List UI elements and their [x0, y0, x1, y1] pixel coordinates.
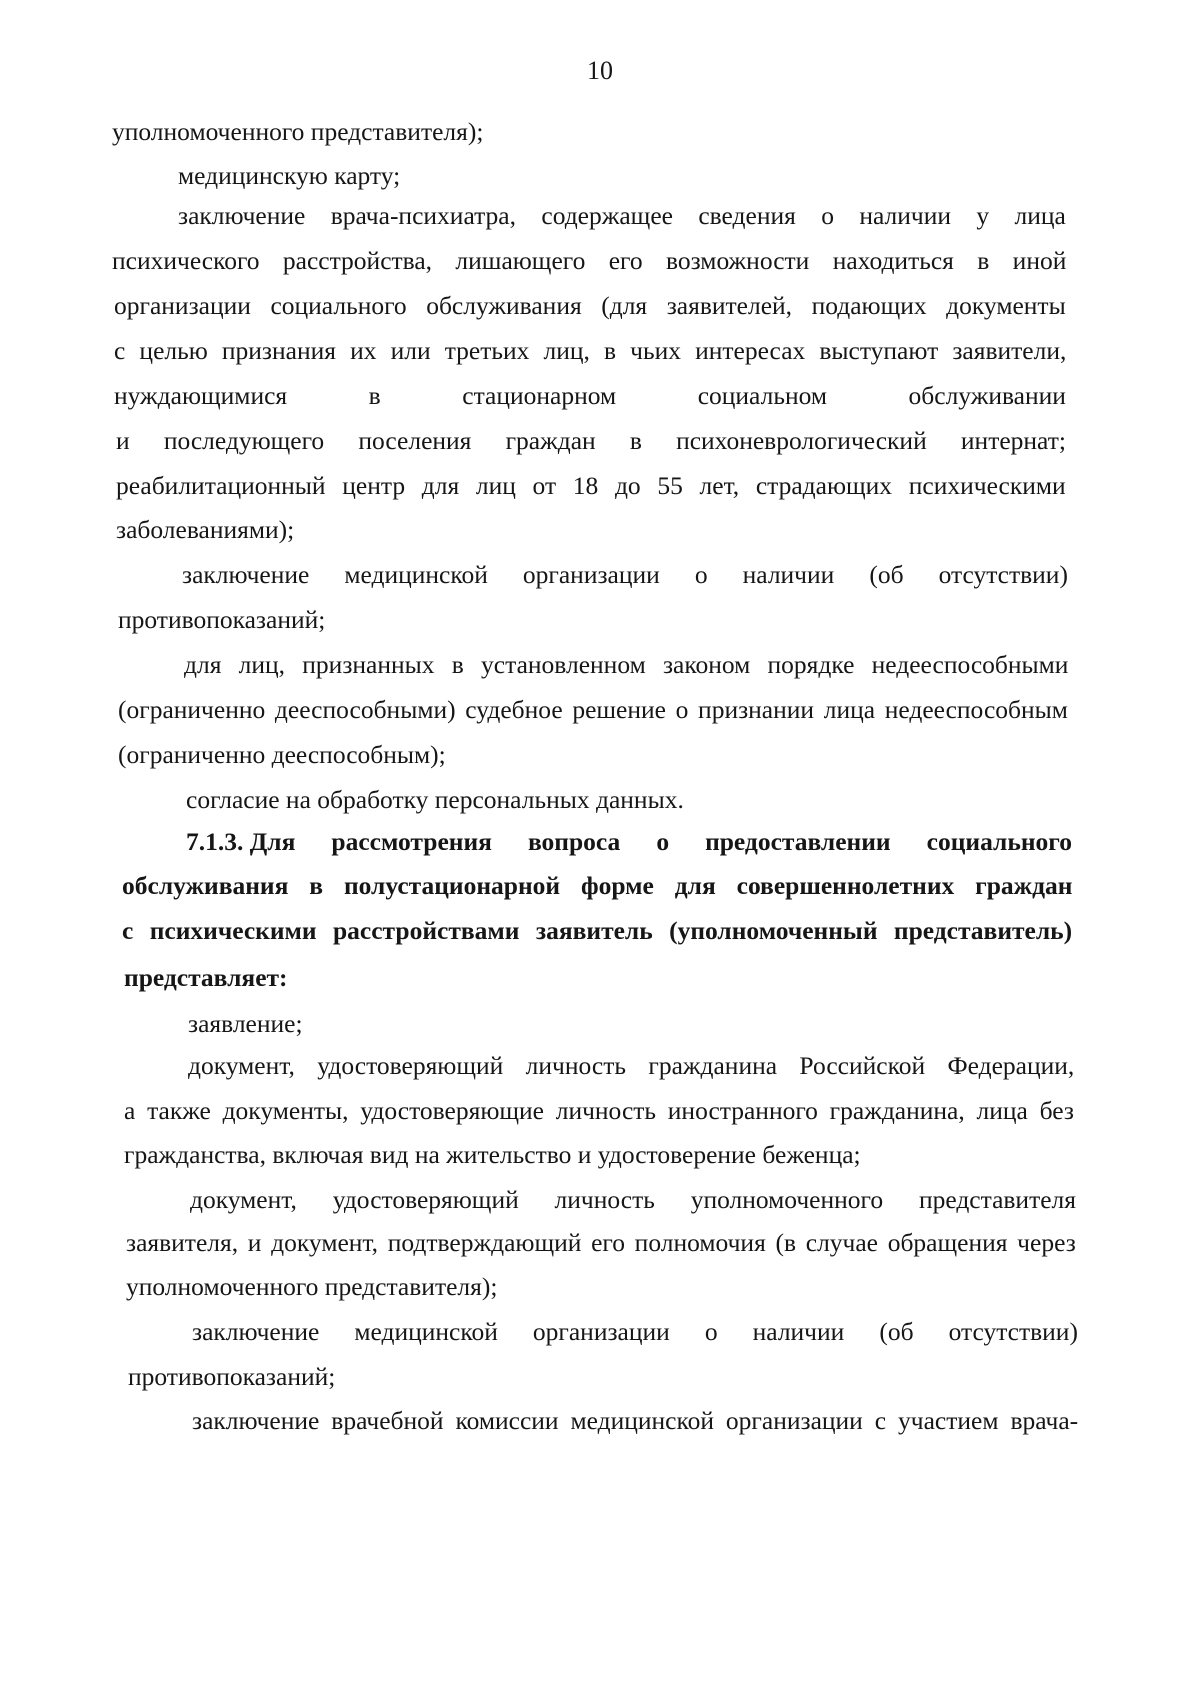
word: обслуживании — [908, 381, 1066, 410]
text-line — [116, 425, 1066, 457]
word: социального — [926, 827, 1072, 856]
word: медицинской — [354, 1317, 498, 1346]
text-line — [190, 1184, 1076, 1216]
text-line: заключение врача-психиатра, содержащее сведения о наличии у лица — [178, 201, 1066, 230]
text-line: согласие на обработку персональных данных. — [186, 785, 684, 814]
text-line: заключение врачебной комиссии медицинской организации с участием врача- — [192, 1406, 1079, 1435]
word: в — [629, 426, 642, 455]
word: граждан — [505, 426, 596, 455]
word: представителя — [918, 1185, 1076, 1214]
word: отсутствии) — [948, 1317, 1078, 1346]
word: нуждающимися — [114, 381, 288, 410]
page-number: 10 — [587, 56, 613, 85]
text-line: для лиц, признанных в установленном законом порядке недееспособными — [184, 650, 1069, 679]
word: отсутствии) — [938, 560, 1068, 589]
word: последующего — [163, 426, 325, 455]
text-line: с целью признания их или третьих лиц, в чьих интересах выступают заявители, — [114, 336, 1067, 365]
text-line: организации социального обслуживания (для заявителей, подающих документы — [114, 291, 1066, 320]
word: поселения — [358, 426, 472, 455]
text-line: обслуживания в полустационарной форме для совершеннолетних граждан — [122, 871, 1073, 900]
word: и — [116, 426, 130, 455]
word: (об — [869, 560, 904, 589]
word: наличии — [742, 560, 835, 589]
word: 7.1.3. Для — [186, 827, 296, 856]
text-line: с психическими расстройствами заявитель (уполномоченный представитель) — [122, 916, 1073, 945]
text-line: заявителя, и документ, подтверждающий его полномочия (в случае обращения через — [126, 1228, 1076, 1257]
word: заключение — [192, 1317, 320, 1346]
word: уполномоченного — [690, 1185, 884, 1214]
word: о — [656, 827, 670, 856]
word: стационарном — [462, 381, 617, 410]
text-line: противопоказаний; — [128, 1362, 336, 1391]
text-line — [186, 826, 1072, 858]
text-line: заявление; — [188, 1009, 303, 1038]
text-line: уполномоченного представителя); — [112, 117, 484, 146]
word: медицинской — [344, 560, 488, 589]
word: предоставлении — [705, 827, 891, 856]
word: заключение — [182, 560, 310, 589]
word: документ, — [190, 1185, 297, 1214]
text-line: (ограниченно дееспособным); — [118, 740, 446, 769]
text-line: психического расстройства, лишающего его возможности находиться в иной — [112, 246, 1067, 275]
text-line: заболеваниями); — [116, 515, 295, 544]
word: интернат; — [960, 426, 1066, 455]
word: социальном — [697, 381, 827, 410]
word: организации — [532, 1317, 670, 1346]
word: организации — [522, 560, 660, 589]
text-line — [192, 1316, 1078, 1348]
text-line: (ограниченно дееспособными) судебное решение о признании лица недееспособным — [118, 695, 1068, 724]
text-line: реабилитационный центр для лиц от 18 до 55 лет, страдающих психическими — [116, 471, 1066, 500]
word: наличии — [752, 1317, 845, 1346]
text-line: уполномоченного представителя); — [126, 1272, 498, 1301]
text-line: документ, удостоверяющий личность гражданина Российской Федерации, — [188, 1051, 1075, 1080]
text-line — [114, 380, 1066, 412]
word: психоневрологический — [676, 426, 927, 455]
word: личность — [554, 1185, 655, 1214]
text-line: противопоказаний; — [118, 605, 326, 634]
word: в — [368, 381, 381, 410]
text-line: медицинскую карту; — [178, 161, 401, 190]
word: удостоверяющий — [332, 1185, 519, 1214]
word: о — [694, 560, 708, 589]
text-line — [182, 559, 1068, 591]
word: вопроса — [527, 827, 621, 856]
text-line: гражданства, включая вид на жительство и удостоверение беженца; — [124, 1140, 861, 1169]
text-line: а также документы, удостоверяющие личность иностранного гражданина, лица без — [124, 1096, 1074, 1125]
word: о — [704, 1317, 718, 1346]
word: рассмотрения — [331, 827, 492, 856]
text-line: представляет: — [124, 963, 288, 992]
word: (об — [879, 1317, 914, 1346]
